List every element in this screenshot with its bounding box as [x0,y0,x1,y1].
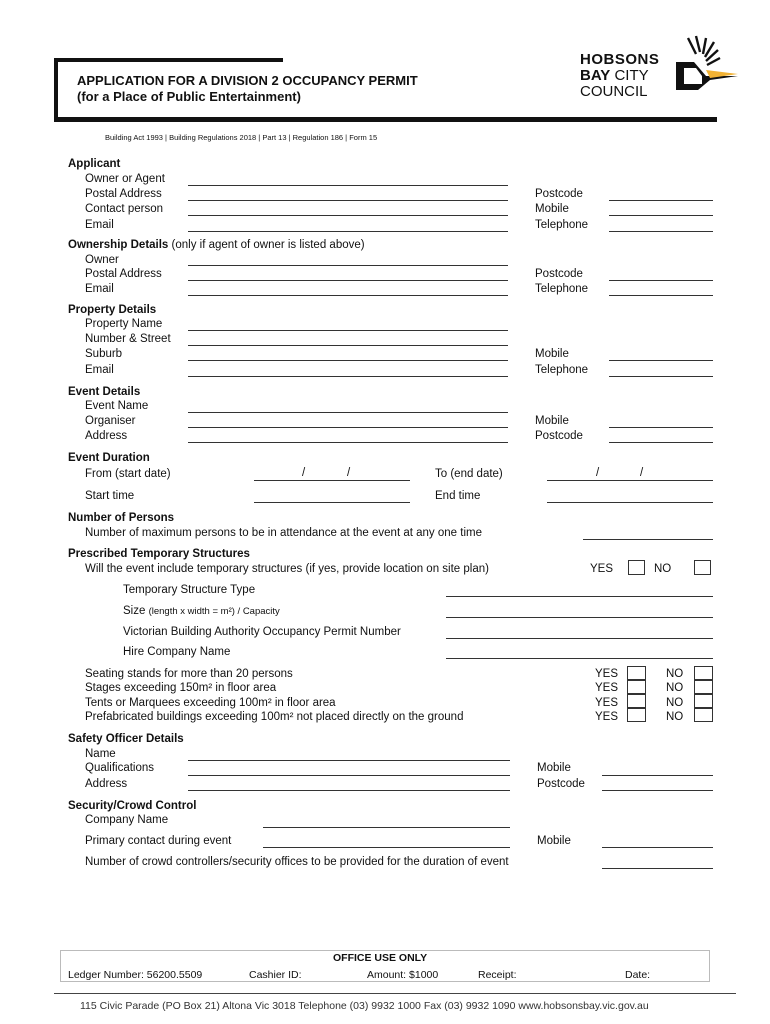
company-name-label: Company Name [85,814,169,826]
no-label: NO [666,711,684,723]
bird-logo-icon [668,32,740,102]
date-separator: / [596,467,600,479]
structure-type-label: Temporary Structure Type [123,584,256,596]
crowd-controllers-field[interactable] [602,868,713,869]
structures-yes-label: YES [590,563,614,575]
applicant-heading: Applicant [68,158,121,170]
safety-address-field[interactable] [188,790,510,791]
hire-company-field[interactable] [446,658,713,659]
event-address-field[interactable] [188,442,508,443]
structure-item-prefabricated: Prefabricated buildings exceeding 100m² not placed directly on the ground [85,711,464,723]
structure-item-tents: Tents or Marquees exceeding 100m² in floor area [85,697,336,709]
yes-label: YES [595,682,619,694]
suburb-field[interactable] [188,360,508,361]
structures-no-checkbox[interactable] [694,560,711,575]
property-email-field[interactable] [188,376,508,377]
max-persons-field[interactable] [583,539,713,540]
no-label: NO [666,682,684,694]
safety-heading: Safety Officer Details [68,733,184,745]
suburb-label: Suburb [85,348,123,360]
event-heading: Event Details [68,386,141,398]
end-date-field[interactable] [547,480,713,481]
mobile-label: Mobile [535,203,569,215]
council-logo [578,50,738,106]
event-name-label: Event Name [85,400,149,412]
safety-address-label: Address [85,778,128,790]
safety-postcode-label: Postcode [537,778,585,790]
logo-hobsons: HOBSONS [580,51,660,68]
qualifications-field[interactable] [188,775,510,776]
owner-or-agent-label: Owner or Agent [85,173,165,185]
safety-postcode-field[interactable] [602,790,713,791]
no-label: NO [666,697,684,709]
seating-no-checkbox[interactable] [694,666,713,680]
property-mobile-field[interactable] [609,360,713,361]
email-field[interactable] [188,231,508,232]
legislation-reference: Building Act 1993 | Building Regulations 2018 | Part 13 | Regulation 186 | Form 15 [105,133,378,142]
security-mobile-label: Mobile [537,835,571,847]
primary-contact-field[interactable] [263,847,510,848]
footer-address: 115 Civic Parade (PO Box 21) Altona Vic 3018 Telephone (03) 9932 1000 Fax (03) 9932 1090 www.hobsonsbay.vic.gov.au [80,1000,649,1012]
end-time-label: End time [435,490,481,502]
date-separator: / [347,467,351,479]
structure-size-field[interactable] [446,617,713,618]
start-date-label: From (start date) [85,468,171,480]
property-telephone-label: Telephone [535,364,589,376]
property-heading: Property Details [68,304,157,316]
max-persons-label: Number of maximum persons to be in attendance at the event at any one time [85,527,482,539]
owner-email-field[interactable] [188,295,508,296]
owner-postcode-label: Postcode [535,268,583,280]
structures-heading: Prescribed Temporary Structures [68,548,250,560]
header-top-rule [54,58,283,62]
owner-postcode-field[interactable] [609,280,713,281]
ownership-heading-text: Ownership Details [68,239,169,251]
postcode-field[interactable] [609,200,713,201]
structure-size-label [123,604,280,619]
start-time-label: Start time [85,490,135,502]
logo-city: CITY [614,67,649,84]
property-email-label: Email [85,364,114,376]
qualifications-label: Qualifications [85,762,155,774]
email-label: Email [85,219,114,231]
postal-address-label: Postal Address [85,188,162,200]
security-heading: Security/Crowd Control [68,800,197,812]
property-telephone-field[interactable] [609,376,713,377]
property-mobile-label: Mobile [535,348,569,360]
organiser-field[interactable] [188,427,508,428]
postal-address-field[interactable] [188,200,508,201]
tents-yes-checkbox[interactable] [627,694,646,708]
tents-no-checkbox[interactable] [694,694,713,708]
safety-mobile-label: Mobile [537,762,571,774]
logo-council: COUNCIL [580,83,648,100]
number-street-field[interactable] [188,345,508,346]
date-separator: / [302,467,306,479]
office-use-heading: OFFICE USE ONLY [333,952,428,964]
size-main: Size [123,605,149,617]
postcode-label: Postcode [535,188,583,200]
footer-rule [54,993,736,994]
structures-yes-checkbox[interactable] [628,560,645,575]
organiser-label: Organiser [85,415,136,427]
stages-no-checkbox[interactable] [694,680,713,694]
logo-bay-city [580,68,649,84]
yes-label: YES [595,668,619,680]
crowd-controllers-label: Number of crowd controllers/security offices to be provided for the duration of event [85,856,509,868]
contact-person-field[interactable] [188,215,508,216]
cashier-id-label: Cashier ID: [249,969,302,981]
owner-postal-address-field[interactable] [188,280,508,281]
form-subtitle: (for a Place of Public Entertainment) [77,89,301,104]
receipt-label: Receipt: [478,969,517,981]
structure-item-seating: Seating stands for more than 20 persons [85,668,293,680]
telephone-label: Telephone [535,219,589,231]
ownership-note: (only if agent of owner is listed above) [168,239,365,251]
end-time-field[interactable] [547,502,713,503]
no-label: NO [666,668,684,680]
seating-yes-checkbox[interactable] [627,666,646,680]
safety-mobile-field[interactable] [602,775,713,776]
contact-person-label: Contact person [85,203,163,215]
event-mobile-field[interactable] [609,427,713,428]
property-name-field[interactable] [188,330,508,331]
event-name-field[interactable] [188,412,508,413]
security-mobile-field[interactable] [602,847,713,848]
owner-label: Owner [85,254,119,266]
safety-name-field[interactable] [188,760,510,761]
vba-permit-label: Victorian Building Authority Occupancy Permit Number [123,626,401,638]
owner-email-label: Email [85,283,114,295]
date-separator: / [640,467,644,479]
primary-contact-label: Primary contact during event [85,835,232,847]
structure-type-field[interactable] [446,596,713,597]
duration-heading: Event Duration [68,452,150,464]
hire-company-label: Hire Company Name [123,646,231,658]
end-date-label: To (end date) [435,468,503,480]
ledger-number: Ledger Number: 56200.5509 [68,969,203,981]
yes-label: YES [595,697,619,709]
prefab-no-checkbox[interactable] [694,708,713,722]
yes-label: YES [595,711,619,723]
structures-no-label: NO [654,563,672,575]
company-name-field[interactable] [263,827,510,828]
start-time-field[interactable] [254,502,410,503]
event-postcode-label: Postcode [535,430,583,442]
form-title: APPLICATION FOR A DIVISION 2 OCCUPANCY PERMIT [77,73,418,88]
event-address-label: Address [85,430,128,442]
persons-heading: Number of Persons [68,512,175,524]
header-bottom-rule [54,117,717,122]
structures-question: Will the event include temporary structures (if yes, provide location on site plan) [85,563,489,575]
owner-field[interactable] [188,265,508,266]
ownership-heading [68,238,365,252]
mobile-field[interactable] [609,215,713,216]
structure-item-stages: Stages exceeding 150m² in floor area [85,682,277,694]
stages-yes-checkbox[interactable] [627,680,646,694]
owner-telephone-field[interactable] [609,295,713,296]
amount-label: Amount: $1000 [367,969,439,981]
number-street-label: Number & Street [85,333,171,345]
vba-permit-field[interactable] [446,638,713,639]
header-left-rule [54,58,58,122]
owner-or-agent-field[interactable] [188,185,508,186]
size-note: (length x width = m²) / Capacity [148,606,280,617]
property-name-label: Property Name [85,318,163,330]
start-date-field[interactable] [254,480,410,481]
logo-bay: BAY [580,67,611,84]
owner-telephone-label: Telephone [535,283,589,295]
event-mobile-label: Mobile [535,415,569,427]
safety-name-label: Name [85,748,116,760]
date-label: Date: [625,969,651,981]
prefab-yes-checkbox[interactable] [627,708,646,722]
event-postcode-field[interactable] [609,442,713,443]
telephone-field[interactable] [609,231,713,232]
owner-postal-address-label: Postal Address [85,268,162,280]
